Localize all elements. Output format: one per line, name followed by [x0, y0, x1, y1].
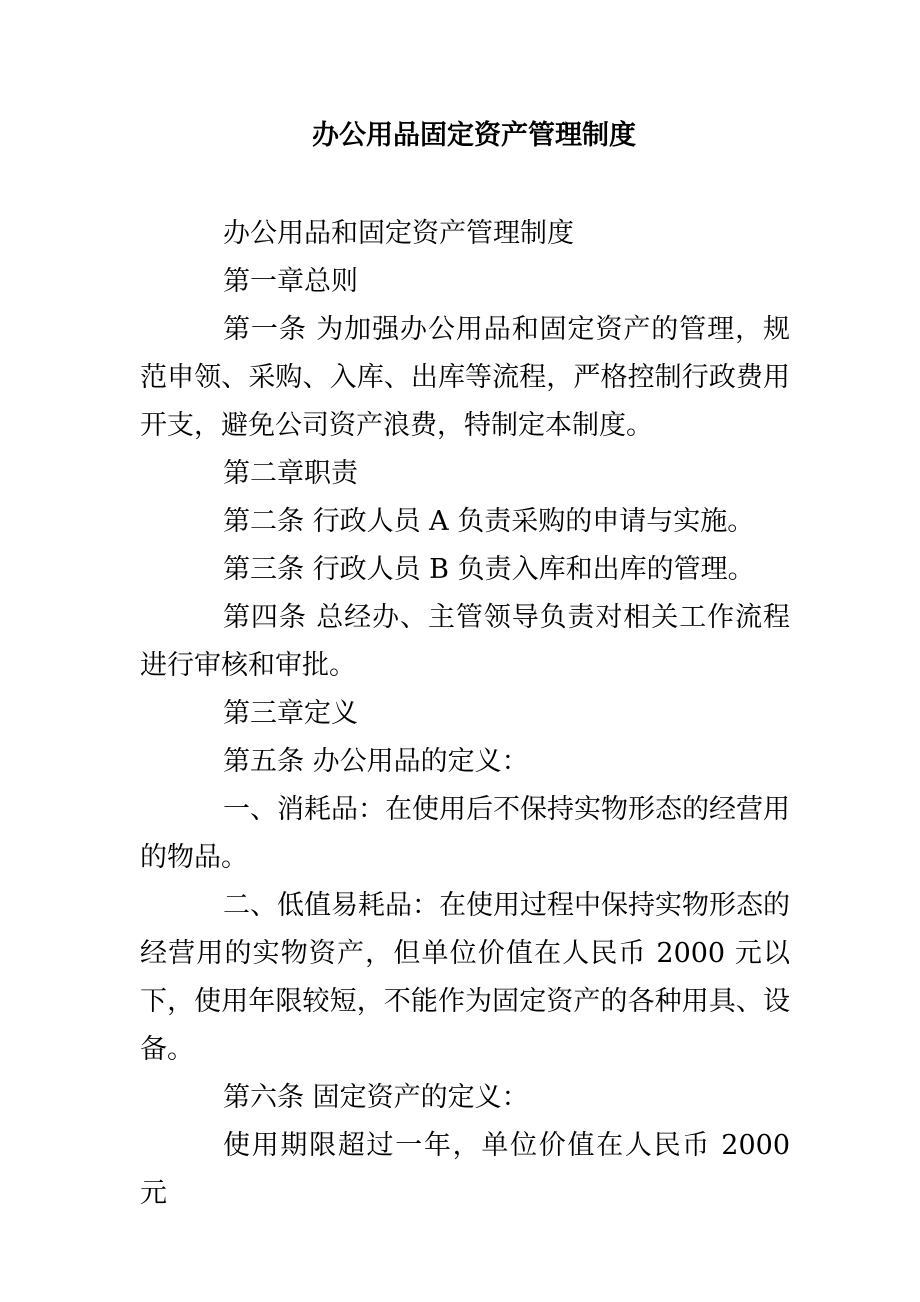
article-5: 第五条 办公用品的定义：: [223, 746, 529, 777]
paragraph-subtitle: 办公用品和固定资产管理制度: [223, 218, 574, 249]
chapter-heading-3: 第三章定义: [223, 698, 358, 729]
chapter-heading-1: 第一章总则: [223, 266, 358, 297]
article-6-definition: 使用期限超过一年，单位价值在人民币 2000 元: [140, 1130, 790, 1209]
article-5-item-1: 一、消耗品：在使用后不保持实物形态的经营用的物品。: [140, 794, 790, 873]
document-title: 办公用品固定资产管理制度: [312, 120, 636, 151]
chapter-heading-2: 第二章职责: [223, 458, 358, 489]
article-1: 第一条 为加强办公用品和固定资产的管理，规范申领、采购、入库、出库等流程，严格控制行政费用开支，避免公司资产浪费，特制定本制度。: [140, 314, 790, 441]
document-body: [140, 210, 790, 1218]
article-5-item-2: 二、低值易耗品：在使用过程中保持实物形态的经营用的实物资产，但单位价值在人民币 2000 元以下，使用年限较短，不能作为固定资产的各种用具、设备。: [140, 890, 790, 1065]
article-2: 第二条 行政人员 A 负责采购的申请与实施。: [223, 506, 755, 537]
article-4: 第四条 总经办、主管领导负责对相关工作流程进行审核和审批。: [140, 602, 790, 681]
article-6: 第六条 固定资产的定义：: [223, 1082, 529, 1113]
article-3: 第三条 行政人员 B 负责入库和出库的管理。: [223, 554, 755, 585]
